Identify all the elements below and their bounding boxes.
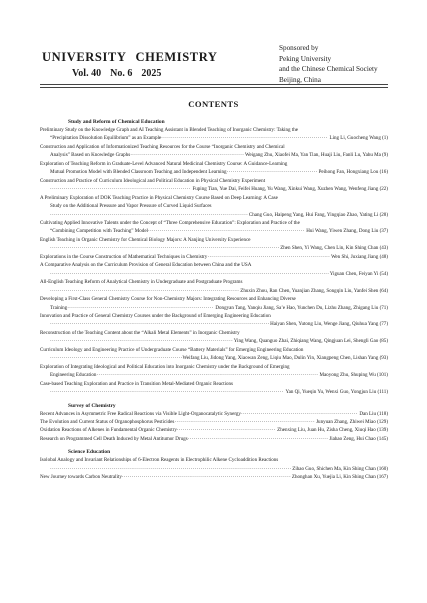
entry-title-line: Mutual Promotion Model with Blended Classroom Teaching and Independent Learning [50,169,227,176]
entry-author-line [40,244,388,252]
entry-authors: Weigang Zhu, Xiaofei Ma, Yan Tian, Huaji Liu, Fanli Lu, Yahu Ma (9) [245,152,388,159]
section-heading: Science Education [68,449,111,456]
dot-leader [130,151,244,159]
entry-authors: Fuping Tian, Yue Dai, Feifei Huang, Yu Wang, Xinkui Wang, Xuzhen Wang, Wenfeng Jiang (22) [192,186,388,193]
entry-title-line: Oxidation Reactions of Alkenes in Fundamental Organic Chemistry [40,427,177,434]
entry-authors: Zihao Guo, Shichen Ma, Kin Shing Chan (160) [292,465,388,472]
entry-title-line: “Combining Competition with Teaching” Model [50,228,148,235]
section-heading: Survey of Chemistry [68,402,116,409]
entry-authors: Zhenxing Liu, Juan Hu, Zisha Cheng, Xiuqi Hao (139) [277,427,388,434]
dot-leader [207,253,330,261]
entry-author-line [40,253,388,261]
entry-title-line: Curriculum Ideology and Engineering Practice of Undergraduate Course “Battery Materials” for Emerging Engineering Education [40,346,304,353]
entry-author-line [40,426,388,434]
issue-year: 2025 [141,68,162,79]
journal-title-word-1: UNIVERSITY [42,50,127,64]
issue-number: No. 6 [110,68,133,79]
dot-leader [67,304,214,312]
dot-leader [50,185,191,193]
entry-authors: Ying Wang, Quanguo Zhai, Zhiqiang Wang, Qingjuan Lei, Shengli Gao (85) [233,338,388,345]
dot-leader [96,371,318,379]
entry-authors: Dongyan Tang, Yanqiu Jiang, Sa’e Hao, Yunchen Du, Lizhu Zhang, Zhigang Liu (71) [215,304,388,311]
dot-leader [177,426,276,434]
entry-authors: Yan Qi, Yueqin Yu, Wenxi Guo, Yongjun Liu (111) [285,389,388,396]
entry-author-line [40,337,388,345]
dot-leader [50,354,182,362]
sponsor-line: Sponsored by [279,44,319,52]
entry-title-line: All-English Teaching Reform of Analytical Chemistry in Undergraduate and Postgraduate Programs [40,279,243,286]
entry-author-line [40,185,388,193]
entry-author-line [40,168,388,176]
entry-author-line [40,465,388,473]
entry-title-line: Study on the Additional Pressure and Vapor Pressure of Curved Liquid Surfaces [50,203,212,210]
entry-authors: Weifang Liu, Jidong Yang, Xiaowan Zeng, Liqiu Mao, Dulin Yin, Xiangpeng Chen, Lishan Yang (93) [182,355,388,362]
entry-authors: Maoyong Zhu, Shuping Wu (101) [319,372,388,379]
entry-title-line: Exploration of Teaching Reform in Graduate-Level Advanced Natural Medicinal Chemistry Course: A Guidance-Learning [40,160,288,167]
entry-author-line [40,134,388,142]
section-gap [40,443,388,446]
entry-title-line: The Evolution and Current Status of Organophosphorus Pesticides [40,418,175,425]
entry-title-line: Isolobal Analogy and Invariant Relationships of 6-Electron Reagents in Electrophilic Alkene Cycloaddition Reactions [40,457,279,464]
dot-leader [50,337,233,345]
section-heading: Study and Reform of Chemical Education [68,119,165,125]
entry-author-line [40,418,388,426]
entry-author-line [40,354,388,362]
dot-leader [227,168,318,176]
entry-authors: Chang Guo, Haipeng Yang, Hui Fang, Yingqiao Zhao, Yating Li (28) [248,211,388,218]
entry-authors: Peihong Fan, Hongxiang Lou (16) [318,169,388,176]
entry-authors: Zhuxin Zhou, Ran Chen, Yuanjian Zhang, Songqin Liu, Yanfei Shen (64) [240,287,388,294]
dot-leader [50,244,279,252]
entry-authors: Haiyan Shen, Yutong Liu, Wenge Jiang, Qiuhua Yang (77) [270,321,388,328]
contents-heading: CONTENTS [188,99,239,109]
dot-leader [148,227,305,235]
entry-author-line [40,304,388,312]
dot-leader [50,211,248,219]
sponsor-block [279,43,378,85]
dot-leader [50,270,329,278]
entry-author-line [40,287,388,295]
dot-leader [50,287,239,295]
dot-leader [50,320,269,328]
entry-title-line: Reconstruction of the Teaching Content about the “Alkali Metal Elements” in Inorganic Chemistry [40,329,240,336]
dot-leader [161,134,328,142]
entry-authors: Zhonghan Xu, Yuejia Li, Kin Shing Chan (167) [291,474,388,481]
entry-authors: Ling Li, Guocheng Wang (1) [329,135,388,142]
entry-title-line: Developing a First-Class General Chemistry Course for Non-Chemistry Majors: Integrating Resources and Enhancing Diverse [40,296,296,303]
entry-title-line: Cultivating Applied Innovative Talents under the Concept of “Three Comprehensive Education”: Exploration and Practice of the [40,219,300,226]
dot-leader [188,435,329,443]
dot-leader [174,418,315,426]
entry-author-line [40,435,388,443]
dot-leader [122,473,291,481]
volume-label: Vol. 40 [72,68,102,79]
dot-leader [50,465,291,473]
entry-author-line [40,388,388,396]
entry-title-line: A Comparative Analysis on the Curriculum Provision of General Education between China and the USA [40,262,252,269]
header-rule-bottom [40,87,388,88]
sponsor-line: and the Chinese Chemical Society [279,65,378,74]
entry-title-line: Construction and Practice of Curriculum Ideological and Political Education in Physical Chemistry Experiment [40,177,266,184]
table-of-contents [40,118,388,482]
section-gap [40,397,388,400]
entry-author-line [40,473,388,481]
entry-author-line [40,410,388,418]
entry-title-line: Analysis” Based on Knowledge Graphs [50,152,131,159]
entry-authors: Dan Liu (118) [359,410,388,417]
journal-title [42,50,218,65]
entry-authors: Junyuan Zhang, Zhiwei Miao (129) [316,418,388,425]
header-rule-top [40,84,388,85]
entry-authors: Hui Wang, Yiwen Zhang, Dong Liu (37) [306,228,388,235]
entry-authors: Wen Shi, Juxiang Jiang (48) [331,253,388,260]
entry-title-line: Explorations in the Course Construction of Mathematical Techniques in Chemistry [40,253,208,260]
entry-title-line: Recent Advances in Asymmetric Free Radical Reactions via Visible Light-Organocatalytic Synergy [40,410,241,417]
dot-leader [241,410,358,418]
issue-info [72,68,170,79]
entry-author-line [40,320,388,328]
sponsor-line: Peking University [279,54,332,63]
entry-title-line: Construction and Application of Informationized Teaching Resources for the Course “Inorganic Chemistry and Chemical [40,143,285,150]
entry-title-line: Exploration of Integrating Ideological and Political Education into Inorganic Chemistry under the Background of Emerging [40,363,290,370]
entry-title-line: English Teaching in Organic Chemistry for Chemical Biology Majors: A Nanjing University Experience [40,236,251,243]
entry-title-line: “Precipitation Dissolution Equilibrium” as an Example [50,135,162,142]
entry-author-line [40,270,388,278]
entry-title-line: Innovation and Practice of General Chemistry Courses under the Background of Emerging Engineering Education [40,312,271,319]
entry-authors: Yiguan Chen, Feiyan Yi (54) [329,270,388,277]
entry-title-line: New Journey towards Carbon Neutrality [40,474,122,481]
entry-authors: Jiahao Zeng, Hui Chao (145) [329,435,388,442]
entry-author-line [40,211,388,219]
journal-title-word-2: CHEMISTRY [135,50,218,64]
entry-title-line: Research on Programmed Cell Death Induced by Metal Antitumor Drugs [40,435,188,442]
entry-title-line: Case-based Teaching Exploration and Practice in Transition Metal-Mediated Organic Reactions [40,380,234,387]
entry-author-line [40,177,388,185]
sponsor-line: Beijing, China [279,75,321,84]
entry-title-line: Training [50,304,68,311]
entry-authors: Zhen Shen, Yi Wang, Chen Lin, Kin Shing Chan (43) [280,245,388,252]
entry-title-line: Engineering Education [50,372,97,379]
entry-title-line: Preliminary Study on the Knowledge Graph and AI Teaching Assistant in Blended Teaching of Inorganic Chemistry: Taking the [40,127,299,133]
entry-author-line [40,151,388,159]
entry-author-line [40,227,388,235]
dot-leader [50,388,284,396]
entry-title-line: A Preliminary Exploration of DOK Teaching Practice in Physical Chemistry Course Based on Deep Learning: A Case [40,194,278,201]
entry-author-line [40,371,388,379]
